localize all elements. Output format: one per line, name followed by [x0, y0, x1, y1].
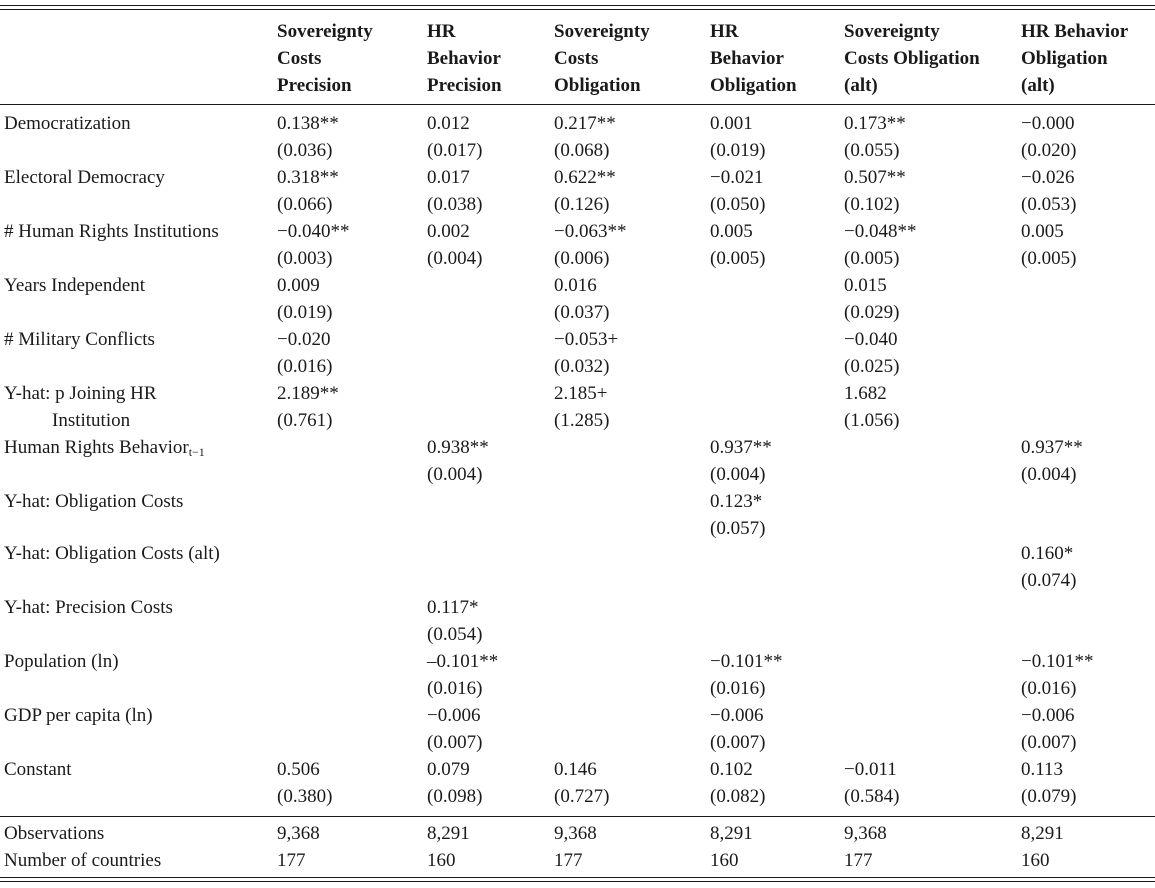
- row-label: Y-hat: Obligation Costs: [4, 491, 184, 512]
- table-row: [0, 380, 1155, 434]
- table-row: [0, 434, 1155, 488]
- table-cell: 0.113 (0.079): [1021, 759, 1077, 807]
- table-cell: −0.006 (0.007): [1021, 705, 1077, 753]
- table-cell: 0.318** (0.066): [277, 167, 339, 215]
- table-cell: −0.006 (0.007): [710, 705, 766, 753]
- bottom-rule-2: [0, 881, 1155, 882]
- row-label: Electoral Democracy: [4, 167, 165, 188]
- table-cell: 160: [427, 850, 456, 871]
- stat-row-observations: [0, 820, 1155, 847]
- header-rule: [0, 104, 1155, 105]
- row-label: Number of countries: [4, 850, 162, 871]
- table-row: [0, 272, 1155, 326]
- row-label: Observations: [4, 823, 105, 844]
- table-cell: −0.006 (0.007): [427, 705, 483, 753]
- table-row: [0, 648, 1155, 702]
- table-cell: 177: [844, 850, 873, 871]
- table-row: [0, 702, 1155, 756]
- table-cell: 0.123* (0.057): [710, 491, 766, 539]
- table-cell: 8,291: [427, 823, 470, 844]
- column-header: Sovereignty Costs Precision: [277, 21, 373, 96]
- bottom-rule-1: [0, 877, 1155, 878]
- column-header: HR Behavior Obligation: [710, 21, 797, 96]
- row-label: Y-hat: p Joining HR Institution: [4, 383, 157, 431]
- row-label: Democratization: [4, 113, 131, 134]
- table-cell: 0.012 (0.017): [427, 113, 483, 161]
- row-label: Population (ln): [4, 651, 119, 672]
- table-cell: 0.146 (0.727): [554, 759, 610, 807]
- stats-rule: [0, 816, 1155, 817]
- table-cell: 8,291: [1021, 823, 1064, 844]
- table-cell: 9,368: [277, 823, 320, 844]
- table-cell: 0.002 (0.004): [427, 221, 483, 269]
- column-header: HR Behavior Obligation (alt): [1021, 21, 1129, 96]
- row-label: Y-hat: Precision Costs: [4, 597, 173, 618]
- row-label: Years Independent: [4, 275, 146, 296]
- table-cell: −0.053+ (0.032): [554, 329, 619, 377]
- stat-row-countries: [0, 847, 1155, 874]
- table-cell: 8,291: [710, 823, 753, 844]
- table-row: [0, 756, 1155, 810]
- table-row: [0, 218, 1155, 272]
- table-cell: 0.507** (0.102): [844, 167, 906, 215]
- table-row: [0, 110, 1155, 164]
- table-cell: −0.021 (0.050): [710, 167, 766, 215]
- table-cell: −0.020 (0.016): [277, 329, 333, 377]
- table-cell: −0.011 (0.584): [844, 759, 900, 807]
- top-rule-1: [0, 5, 1155, 6]
- table-cell: −0.048** (0.005): [844, 221, 917, 269]
- row-label: GDP per capita (ln): [4, 705, 153, 726]
- table-cell: 0.005 (0.005): [710, 221, 766, 269]
- table-cell: −0.063** (0.006): [554, 221, 627, 269]
- table-row: [0, 594, 1155, 648]
- table-cell: 1.682 (1.056): [844, 383, 900, 431]
- row-label: # Military Conflicts: [4, 329, 155, 350]
- table-cell: 0.102 (0.082): [710, 759, 766, 807]
- table-cell: 0.937** (0.004): [1021, 437, 1083, 485]
- table-cell: 0.117* (0.054): [427, 597, 483, 645]
- table-row: [0, 488, 1155, 542]
- table-cell: −0.101** (0.016): [1021, 651, 1094, 699]
- table-cell: −0.040** (0.003): [277, 221, 350, 269]
- column-header: Sovereignty Costs Obligation (alt): [844, 21, 980, 96]
- table-row: [0, 326, 1155, 380]
- table-cell: −0.000 (0.020): [1021, 113, 1077, 161]
- table-row: [0, 164, 1155, 218]
- table-cell: 160: [710, 850, 739, 871]
- row-label: Y-hat: Obligation Costs (alt): [4, 543, 220, 564]
- table-cell: −0.040 (0.025): [844, 329, 900, 377]
- row-label: Constant: [4, 759, 72, 780]
- table-cell: 0.001 (0.019): [710, 113, 766, 161]
- table-cell: 0.009 (0.019): [277, 275, 333, 323]
- table-row: [0, 540, 1155, 594]
- table-cell: 0.217** (0.068): [554, 113, 616, 161]
- row-label: Human Rights Behavior$_{t-1}$: [4, 437, 205, 459]
- table-cell: 177: [277, 850, 306, 871]
- row-label: # Human Rights Institutions: [4, 221, 219, 242]
- column-header: Sovereignty Costs Obligation: [554, 21, 650, 96]
- table-cell: 0.506 (0.380): [277, 759, 333, 807]
- table-cell: 0.937** (0.004): [710, 437, 772, 485]
- table-cell: 0.160* (0.074): [1021, 543, 1077, 591]
- table-cell: 177: [554, 850, 583, 871]
- table-cell: 2.185+ (1.285): [554, 383, 610, 431]
- table-cell: 9,368: [844, 823, 887, 844]
- table-cell: −0.026 (0.053): [1021, 167, 1077, 215]
- table-cell: 160: [1021, 850, 1050, 871]
- table-cell: 0.173** (0.055): [844, 113, 906, 161]
- table-cell: 0.938** (0.004): [427, 437, 489, 485]
- top-rule-2: [0, 9, 1155, 10]
- column-header: HR Behavior Precision: [427, 21, 502, 96]
- table-cell: 9,368: [554, 823, 597, 844]
- table-cell: –0.101** (0.016): [427, 651, 499, 699]
- table-cell: 0.138** (0.036): [277, 113, 339, 161]
- table-cell: 0.016 (0.037): [554, 275, 610, 323]
- table-cell: 2.189** (0.761): [277, 383, 339, 431]
- table-cell: 0.622** (0.126): [554, 167, 616, 215]
- table-cell: 0.015 (0.029): [844, 275, 900, 323]
- table-cell: 0.017 (0.038): [427, 167, 483, 215]
- table-cell: 0.005 (0.005): [1021, 221, 1077, 269]
- table-cell: −0.101** (0.016): [710, 651, 783, 699]
- table-cell: 0.079 (0.098): [427, 759, 483, 807]
